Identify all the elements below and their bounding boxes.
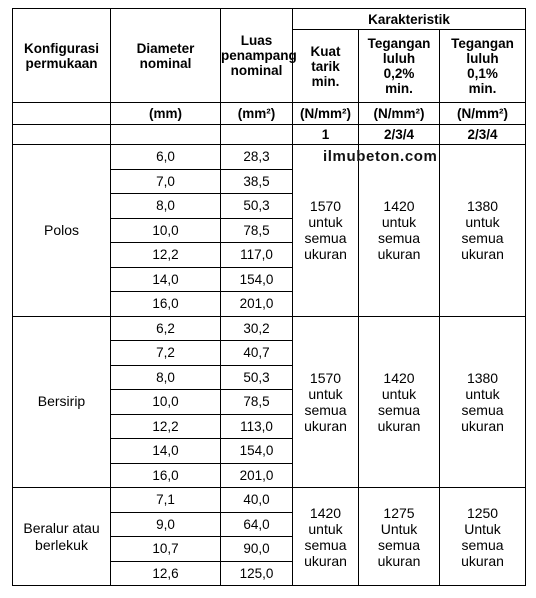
area-cell: 64,0 bbox=[221, 512, 293, 537]
area-cell: 154,0 bbox=[221, 267, 293, 292]
area-cell: 30,2 bbox=[221, 316, 293, 341]
area-cell: 28,3 bbox=[221, 145, 293, 170]
unit-area: (mm²) bbox=[221, 103, 293, 125]
header-yield-01: Tegangan luluh 0,1% min. bbox=[440, 30, 526, 103]
diameter-cell: 10,0 bbox=[111, 218, 221, 243]
diameter-cell: 16,0 bbox=[111, 463, 221, 488]
diameter-cell: 10,7 bbox=[111, 537, 221, 562]
yield-01-cell: 1380 untuk semua ukuran bbox=[440, 145, 526, 317]
table-row bbox=[13, 316, 526, 341]
area-cell: 201,0 bbox=[221, 463, 293, 488]
area-cell: 40,0 bbox=[221, 488, 293, 513]
unit-tensile: (N/mm²) bbox=[293, 103, 359, 125]
tensile-cell: 1570 untuk semua ukuran bbox=[293, 145, 359, 317]
area-cell: 154,0 bbox=[221, 439, 293, 464]
steel-spec-table bbox=[12, 8, 526, 586]
tensile-cell: 1570 untuk semua ukuran bbox=[293, 316, 359, 488]
diameter-cell: 6,0 bbox=[111, 145, 221, 170]
yield-01-cell: 1380 untuk semua ukuran bbox=[440, 316, 526, 488]
unit-yield-02: (N/mm²) bbox=[359, 103, 440, 125]
area-cell: 40,7 bbox=[221, 341, 293, 366]
code-empty-1 bbox=[13, 125, 111, 145]
code-tensile: 1 bbox=[293, 125, 359, 145]
unit-empty bbox=[13, 103, 111, 125]
unit-yield-01: (N/mm²) bbox=[440, 103, 526, 125]
area-cell: 38,5 bbox=[221, 169, 293, 194]
header-characteristics: Karakteristik bbox=[293, 9, 526, 30]
diameter-cell: 16,0 bbox=[111, 292, 221, 317]
area-cell: 78,5 bbox=[221, 390, 293, 415]
area-cell: 117,0 bbox=[221, 243, 293, 268]
code-yield-01: 2/3/4 bbox=[440, 125, 526, 145]
group-name: Bersirip bbox=[13, 316, 111, 488]
yield-01-cell: 1250 Untuk semua ukuran bbox=[440, 488, 526, 586]
diameter-cell: 7,2 bbox=[111, 341, 221, 366]
code-yield-02: 2/3/4 bbox=[359, 125, 440, 145]
area-cell: 78,5 bbox=[221, 218, 293, 243]
group-name: Polos bbox=[13, 145, 111, 317]
table-row bbox=[13, 488, 526, 513]
diameter-cell: 6,2 bbox=[111, 316, 221, 341]
diameter-cell: 9,0 bbox=[111, 512, 221, 537]
area-cell: 50,3 bbox=[221, 365, 293, 390]
header-yield-02: Tegangan luluh 0,2% min. bbox=[359, 30, 440, 103]
header-area: Luas penampang nominal bbox=[221, 9, 293, 103]
diameter-cell: 12,6 bbox=[111, 561, 221, 586]
diameter-cell: 14,0 bbox=[111, 267, 221, 292]
diameter-cell: 7,1 bbox=[111, 488, 221, 513]
area-cell: 201,0 bbox=[221, 292, 293, 317]
diameter-cell: 10,0 bbox=[111, 390, 221, 415]
area-cell: 90,0 bbox=[221, 537, 293, 562]
yield-02-cell: 1420 untuk semua ukuran bbox=[359, 316, 440, 488]
group-name: Beralur atau berlekuk bbox=[13, 488, 111, 586]
code-empty-3 bbox=[221, 125, 293, 145]
diameter-cell: 8,0 bbox=[111, 365, 221, 390]
code-empty-2 bbox=[111, 125, 221, 145]
area-cell: 113,0 bbox=[221, 414, 293, 439]
header-diameter: Diameter nominal bbox=[111, 9, 221, 103]
watermark-text: ilmubeton.com bbox=[323, 148, 438, 165]
diameter-cell: 8,0 bbox=[111, 194, 221, 219]
yield-02-cell: 1275 Untuk semua ukuran bbox=[359, 488, 440, 586]
table-row bbox=[13, 145, 526, 170]
diameter-cell: 14,0 bbox=[111, 439, 221, 464]
tensile-cell: 1420 untuk semua ukuran bbox=[293, 488, 359, 586]
area-cell: 50,3 bbox=[221, 194, 293, 219]
header-tensile: Kuat tarik min. bbox=[293, 30, 359, 103]
diameter-cell: 12,2 bbox=[111, 243, 221, 268]
yield-02-cell: 1420 untuk semua ukuran bbox=[359, 145, 440, 317]
table-body bbox=[13, 145, 526, 586]
unit-diameter: (mm) bbox=[111, 103, 221, 125]
area-cell: 125,0 bbox=[221, 561, 293, 586]
header-config: Konfigurasi permukaan bbox=[13, 9, 111, 103]
diameter-cell: 12,2 bbox=[111, 414, 221, 439]
diameter-cell: 7,0 bbox=[111, 169, 221, 194]
